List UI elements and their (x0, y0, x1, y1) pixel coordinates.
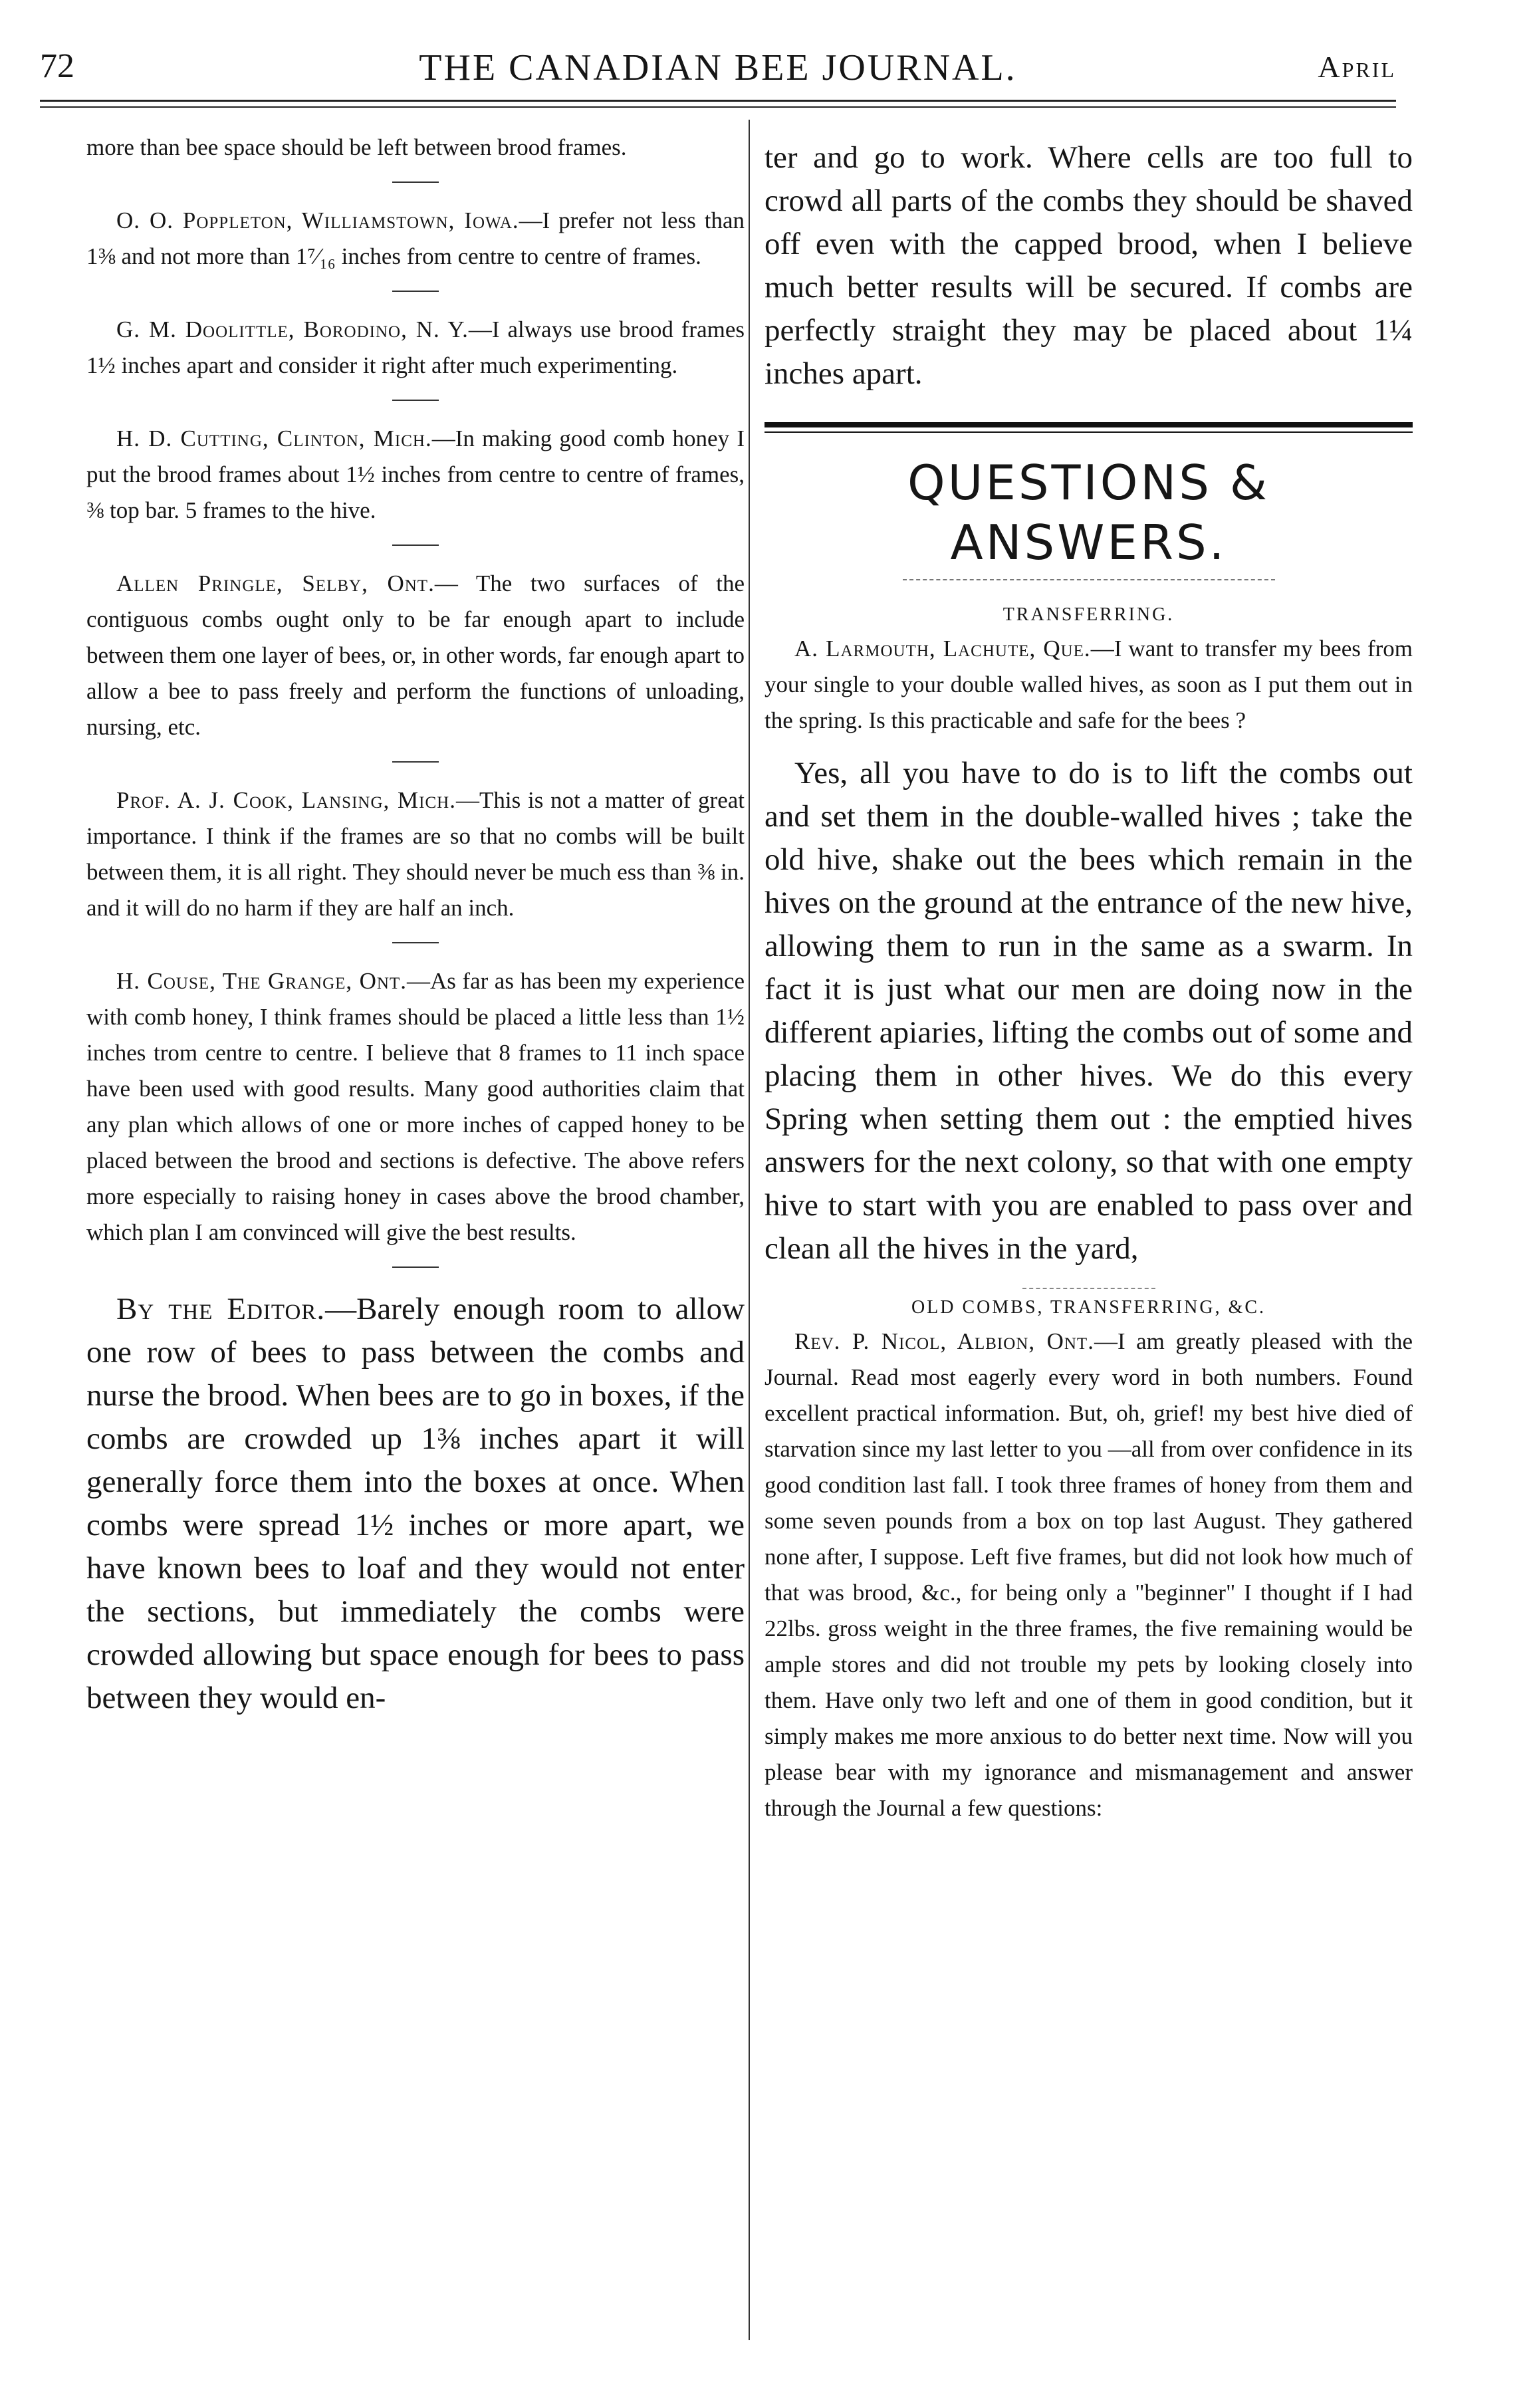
question-heading: TRANSFERRING. (1002, 604, 1175, 625)
separator (392, 942, 439, 943)
entry-pringle (86, 566, 745, 745)
right-column (764, 130, 1413, 1826)
entry-text: —This is not a matter of great importance. I think if the frames are so that no combs will be built between them, it is all right. They should never be much ess than ⅜ in. and it will do no harm if they are half an inch. (86, 787, 745, 921)
entry-author: Prof. A. J. Cook, Lansing, Mich. (116, 787, 456, 813)
editor-note (86, 1288, 745, 1720)
page-number: 72 (40, 47, 74, 85)
separator (1022, 1288, 1155, 1289)
entry-text: more than bee space should be left between brood frames. (86, 134, 627, 160)
page-header (40, 47, 1396, 93)
question-larmouth (764, 631, 1413, 739)
entry-author: H. Couse, The Grange, Ont. (116, 968, 408, 994)
section-rule (764, 422, 1413, 427)
left-column (86, 130, 745, 1720)
question-author: Rev. P. Nicol, Albion, Ont. (794, 1328, 1094, 1354)
journal-title: THE CANADIAN BEE JOURNAL. (419, 47, 1017, 88)
entry-author: H. D. Cutting, Clinton, Mich. (116, 425, 432, 451)
issue-month: April (1318, 50, 1396, 84)
separator (392, 400, 439, 401)
answer-text: Yes, all you have to do is to lift the combs out and set them in the double-walled hives ; take the old hive, shake out the bees which remain in the hives on the ground at the entrance of the new hive, allowing them to run in the same as a swarm. In fact it is just what our men are doing now in the different apiaries, lifting the combs out of some and placing them in other hives. We do this every Spring when setting them out : the emptied hives answers for the next colony, so that with one empty hive to start with you are enabled to pass over and clean all the hives in the yard, (764, 756, 1413, 1266)
entry-poppleton (86, 203, 745, 275)
separator (392, 1266, 439, 1268)
column-divider (749, 120, 750, 2340)
entry-author: Allen Pringle, Selby, Ont. (116, 570, 435, 596)
entry-text: —As far as has been my experience with comb honey, I think frames should be placed a little less than 1½ inches trom centre to centre. I believe that 8 frames to 11 inch space have been used with good results. Many good authorities claim that any plan which allows of one or more inches of capped honey to be placed between the brood and sections is defective. The above refers more especially to raising honey in cases above the brood chamber, which plan I am convinced will give the best results. (86, 968, 745, 1245)
entry-doolittle (86, 312, 745, 384)
separator (392, 291, 439, 292)
question-author: A. Larmouth, Lachute, Que. (794, 636, 1091, 662)
title-underline (903, 579, 1275, 580)
header-rule (40, 100, 1396, 102)
entry-continued (86, 130, 745, 166)
entry-text: —I prefer not less than 1⅜ and not more than 1⁷⁄₁₆ inches from centre to centre of frames. (86, 207, 745, 269)
entry-cutting (86, 421, 745, 529)
question-nicol (764, 1324, 1413, 1826)
question-heading: OLD COMBS, TRANSFERRING, &C. (911, 1297, 1266, 1318)
separator (392, 544, 439, 546)
editor-lead: By the Editor. (116, 1292, 326, 1326)
entry-text: — The two surfaces of the contiguous combs ought only to be far enough apart to include between them one layer of bees, or, in other words, far enough apart to allow a bee to pass freely and perform the functions of unloading, nursing, etc. (86, 570, 745, 740)
entry-author: G. M. Doolittle, Borodino, N. Y. (116, 316, 469, 342)
question-text: —I am greatly pleased with the Journal. Read most eagerly every word in both numbers. Found excellent practical information. But, oh, grief! my best hive died of starvation since my last letter to you —all from over confidence in its good condition last fall. I took three frames of honey from them and some seven pounds from a box on top last August. They gathered none after, I suppose. Left five frames, but did not look how much of that was brood, &c., for being only a "beginner" I thought if I had 22lbs. gross weight in the three frames, the five remaining would be ample stores and did not trouble my pets by looking closely into them. Have only two left and one of them in good condition, but it simply makes me more anxious to do better next time. Now will you please bear with my ignorance and mismanagement and answer through the Journal a few questions: (764, 1328, 1413, 1821)
separator (392, 181, 439, 183)
editor-text: —Barely enough room to allow one row of bees to pass between the combs and nurse the brood. When bees are to go in boxes, if the combs are crowded up 1⅜ inches apart it will generally force them into the boxes at once. When combs were spread 1½ inches or more apart, we have known bees to loaf and they would not enter the sections, but immediately the combs were crowded allowing but space enough for bees to pass between they would en- (86, 1292, 745, 1715)
section-rule-thin (764, 431, 1413, 433)
entry-author: O. O. Poppleton, Williamstown, Iowa. (116, 207, 519, 233)
separator (392, 761, 439, 763)
entry-text: —In making good comb honey I put the brood frames about 1½ inches from centre to centre of frames, ⅜ top bar. 5 frames to the hive. (86, 425, 745, 523)
entry-cook (86, 783, 745, 926)
entry-couse (86, 963, 745, 1251)
entry-text: —I always use brood frames 1½ inches apart and consider it right after much experimenting. (86, 316, 745, 378)
section-title: QUESTIONS & ANSWERS. (907, 455, 1270, 570)
header-rule-lower (40, 106, 1396, 108)
question-text: —I want to transfer my bees from your single to your double walled hives, as soon as I put them out in the spring. Is this practicable and safe for the bees ? (764, 636, 1413, 733)
editor-note-continued: ter and go to work. Where cells are too full to crowd all parts of the combs they should be shaved off even with the capped brood, when I believe much better results will be secured. If combs are perfectly straight they may be placed about 1¼ inches apart. (764, 140, 1413, 391)
